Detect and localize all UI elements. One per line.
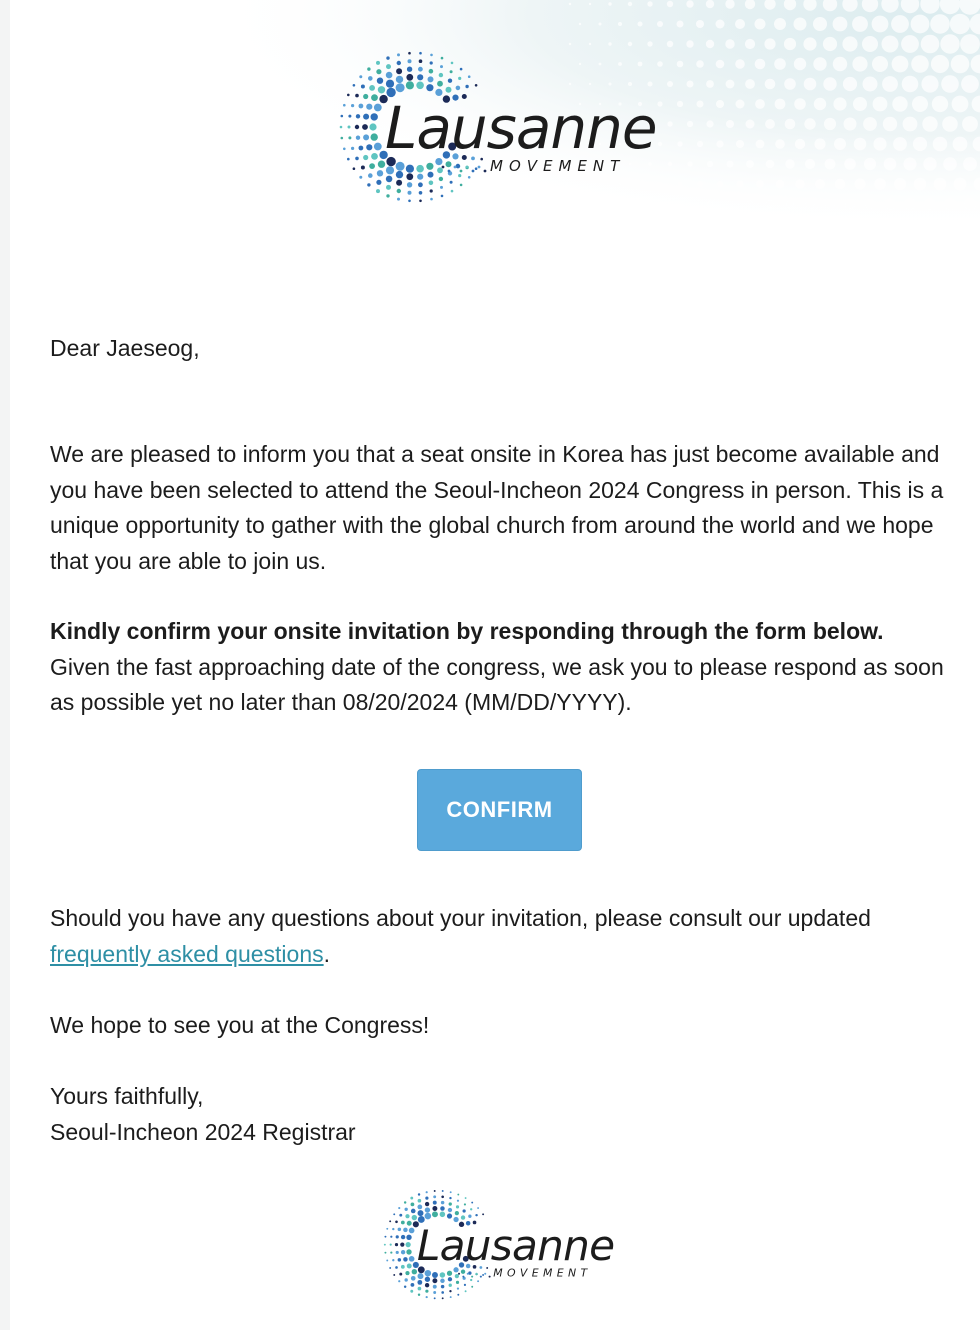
logo-dot bbox=[419, 59, 423, 63]
logo-dot bbox=[461, 1215, 465, 1219]
logo-dot bbox=[417, 1204, 422, 1209]
logo-dot bbox=[411, 1203, 415, 1207]
logo-dot bbox=[348, 136, 351, 139]
logo-dot bbox=[353, 167, 356, 170]
confirm-request-details: Given the fast approaching date of the congress, we ask you to please respond as soon as possible yet no later than 08/20/2024 (MM/DD/YYYY). bbox=[50, 653, 944, 715]
logo-dot bbox=[426, 1296, 428, 1298]
logo-dot bbox=[376, 189, 380, 193]
logo-dot bbox=[386, 1228, 388, 1230]
logo-dot bbox=[374, 104, 382, 112]
logo-dot bbox=[433, 1291, 436, 1294]
logo-dot bbox=[363, 94, 368, 99]
logo-dot bbox=[408, 59, 412, 63]
logo-dot bbox=[419, 191, 423, 195]
logo-dot bbox=[400, 1243, 404, 1247]
logo-dot bbox=[442, 1190, 444, 1192]
logo-dot bbox=[470, 1279, 472, 1281]
logo-dot bbox=[434, 1297, 436, 1299]
logo-dot bbox=[366, 104, 372, 110]
logo-dot bbox=[419, 200, 422, 203]
logo-dot bbox=[450, 70, 453, 73]
logo-dot bbox=[446, 161, 452, 167]
logo-dot bbox=[406, 173, 413, 180]
logo-dot bbox=[425, 1277, 430, 1282]
logo-dot bbox=[437, 81, 443, 87]
logo-dot bbox=[450, 1296, 452, 1298]
logo-dot bbox=[465, 1197, 467, 1199]
logo-dot bbox=[406, 165, 414, 173]
logo-dot bbox=[457, 1287, 459, 1289]
signoff-line-1: Yours faithfully, bbox=[50, 1083, 204, 1109]
logo-dot bbox=[428, 76, 434, 82]
logo-dot bbox=[406, 74, 413, 81]
logo-dot bbox=[418, 182, 423, 187]
logo-dot bbox=[482, 1213, 484, 1215]
logo-dot bbox=[425, 1202, 429, 1206]
logo-dot bbox=[369, 163, 375, 169]
email-paragraph-closing: We hope to see you at the Congress! bbox=[50, 1012, 430, 1038]
logo-dot bbox=[396, 162, 405, 171]
logo-dot bbox=[451, 190, 454, 193]
logo-dot bbox=[455, 1274, 459, 1278]
logo-dot bbox=[405, 1271, 409, 1275]
logo-dot bbox=[451, 62, 454, 65]
logo-dot bbox=[468, 1215, 471, 1218]
logo-dot bbox=[396, 68, 402, 74]
logo-dot bbox=[390, 1244, 392, 1246]
logo-dot bbox=[461, 1270, 465, 1274]
logo-dot bbox=[363, 114, 369, 120]
logo-dot bbox=[447, 1213, 452, 1218]
logo-dot bbox=[418, 1199, 422, 1203]
logo-dot bbox=[454, 166, 457, 169]
logo-dot bbox=[407, 67, 412, 72]
logo-dot bbox=[449, 1197, 451, 1199]
logo-tagline: MOVEMENT bbox=[493, 1266, 592, 1280]
logo-dot bbox=[418, 1273, 424, 1279]
logo-dot bbox=[477, 1280, 479, 1282]
logo-dot bbox=[386, 56, 389, 59]
logo-dot bbox=[367, 183, 370, 186]
logo-dot bbox=[475, 1273, 477, 1275]
logo-dot bbox=[477, 1207, 479, 1209]
logo-dot bbox=[348, 115, 351, 118]
logo-dot bbox=[355, 157, 359, 161]
logo-dot bbox=[441, 57, 444, 60]
logo-dot bbox=[389, 1267, 391, 1269]
email-paragraph-questions bbox=[50, 901, 950, 972]
logo-dot bbox=[396, 83, 405, 92]
logo-dot bbox=[405, 1278, 408, 1281]
logo-dot bbox=[466, 166, 469, 169]
logo-dot bbox=[343, 104, 346, 107]
logo-dot bbox=[396, 1251, 399, 1254]
logo-dot bbox=[409, 1256, 415, 1262]
signoff-line-2: Seoul-Incheon 2024 Registrar bbox=[50, 1118, 356, 1145]
logo-dot bbox=[343, 148, 346, 151]
logo-dot bbox=[386, 185, 391, 190]
logo-dot bbox=[418, 1210, 424, 1216]
logo-wordmark: Lausanne bbox=[385, 94, 657, 162]
logo-dot bbox=[456, 86, 461, 91]
logo-dot bbox=[396, 180, 402, 186]
logo-dot bbox=[376, 69, 381, 74]
logo-dot bbox=[416, 165, 424, 173]
logo-dot bbox=[406, 1235, 411, 1240]
logo-dot bbox=[377, 170, 383, 176]
logo-dot bbox=[398, 1280, 400, 1282]
logo-dot bbox=[456, 164, 461, 169]
logo-dot bbox=[446, 87, 452, 93]
logo-dot bbox=[399, 1214, 402, 1217]
logo-dot bbox=[340, 126, 343, 129]
logo-dot bbox=[430, 61, 433, 64]
logo-dot bbox=[384, 1244, 386, 1246]
logo-dot bbox=[449, 1202, 452, 1205]
logo-dot bbox=[359, 176, 362, 179]
logo-dot bbox=[433, 1285, 437, 1289]
logo-dot bbox=[386, 176, 393, 183]
logo-dot bbox=[458, 77, 461, 80]
logo-tagline: MOVEMENT bbox=[490, 157, 626, 175]
logo-dot bbox=[398, 1207, 400, 1209]
logo-dot bbox=[440, 1272, 446, 1278]
logo-dot bbox=[386, 80, 394, 88]
logo-dot bbox=[465, 85, 468, 88]
logo-dot bbox=[386, 194, 389, 197]
logo-dot bbox=[369, 123, 376, 130]
logo-dot bbox=[418, 1193, 420, 1195]
logo-dot bbox=[356, 136, 360, 140]
logo-dot bbox=[362, 124, 368, 130]
logo-dot bbox=[442, 166, 445, 169]
questions-text: Should you have any questions about your invitation, please consult our updated bbox=[50, 905, 871, 931]
logo-dot bbox=[432, 1206, 437, 1211]
logo-dot bbox=[433, 1195, 436, 1198]
logo-dot bbox=[359, 146, 364, 151]
logo-dot bbox=[386, 72, 393, 79]
logo-dot bbox=[417, 74, 423, 80]
logo-dot bbox=[397, 189, 401, 193]
logo-dot bbox=[353, 84, 356, 87]
logo-dot bbox=[405, 1214, 409, 1218]
logo-dot bbox=[448, 1277, 452, 1281]
logo-dot bbox=[368, 173, 373, 178]
logo-dot bbox=[371, 113, 378, 120]
logo-dot bbox=[347, 94, 350, 97]
logo-dot bbox=[482, 1274, 484, 1276]
logo-dot bbox=[425, 1283, 429, 1287]
logo-dot bbox=[440, 1279, 445, 1284]
logo-dot bbox=[371, 133, 378, 140]
logo-dot bbox=[463, 1209, 466, 1212]
logo-dot bbox=[378, 86, 385, 93]
logo-dot bbox=[392, 1228, 394, 1230]
logo-dot bbox=[468, 75, 471, 78]
logo-dot bbox=[430, 198, 433, 201]
logo-dot bbox=[386, 1260, 388, 1262]
logo-dot bbox=[468, 176, 471, 179]
left-margin-strip bbox=[0, 0, 10, 1330]
logo-dot bbox=[430, 54, 433, 57]
logo-dot bbox=[430, 189, 433, 192]
logo-dot bbox=[401, 1235, 405, 1239]
logo-dot bbox=[363, 134, 369, 140]
logo-dot bbox=[441, 1285, 444, 1288]
logo-dot bbox=[347, 158, 350, 161]
logo-dot bbox=[449, 1284, 452, 1287]
logo-dot bbox=[351, 104, 354, 107]
logo-dot bbox=[432, 1278, 437, 1283]
logo-dot bbox=[458, 1273, 460, 1275]
logo-dot bbox=[426, 163, 433, 170]
logo-dot bbox=[376, 180, 381, 185]
logo-dot bbox=[475, 1214, 477, 1216]
lausanne-logo-bottom bbox=[368, 1185, 633, 1305]
logo-dot bbox=[371, 94, 378, 101]
logo-dot bbox=[397, 198, 400, 201]
logo-dot bbox=[472, 170, 475, 173]
email-greeting: Dear Jaeseog, bbox=[50, 335, 200, 361]
logo-dot bbox=[361, 166, 365, 170]
logo-dot bbox=[403, 1257, 408, 1262]
logo-dot bbox=[448, 79, 452, 83]
logo-dot bbox=[395, 1220, 398, 1223]
logo-dot bbox=[440, 1212, 446, 1218]
logo-dot bbox=[440, 1206, 445, 1211]
logo-dot bbox=[425, 1207, 430, 1212]
logo-dot bbox=[449, 1290, 451, 1292]
logo-dot bbox=[426, 1191, 428, 1193]
logo-dot bbox=[397, 53, 400, 56]
logo-dot bbox=[341, 115, 344, 118]
logo-dot bbox=[385, 1252, 387, 1254]
logo-dot bbox=[410, 1197, 413, 1200]
logo-dot bbox=[409, 1228, 415, 1234]
logo-dot bbox=[464, 1284, 466, 1286]
logo-dot bbox=[460, 170, 463, 173]
email-paragraph-invitation: We are pleased to inform you that a seat onsite in Korea has just become available and you have been selected to attend the Seoul-Incheon 2024 Congress in person. This is a unique opportunity to gather with the global church from around the world and we hope that you are able to join us. bbox=[50, 441, 944, 574]
logo-dot bbox=[401, 1221, 405, 1225]
logo-dot bbox=[484, 170, 487, 173]
logo-dot bbox=[376, 61, 380, 65]
logo-dot bbox=[363, 155, 368, 160]
logo-dot bbox=[448, 1208, 452, 1212]
logo-dot bbox=[396, 1235, 399, 1238]
logo-dot bbox=[419, 52, 422, 55]
logo-dot bbox=[406, 81, 414, 89]
logo-dot bbox=[432, 1272, 438, 1278]
logo-dot bbox=[348, 126, 351, 129]
logo-dot bbox=[442, 1297, 444, 1299]
logo-dot bbox=[475, 167, 478, 170]
logo-dot bbox=[368, 76, 373, 81]
logo-dot bbox=[470, 1208, 472, 1210]
logo-dot bbox=[406, 1242, 411, 1247]
logo-dot bbox=[398, 1228, 401, 1231]
confirm-request-bold: Kindly confirm your onsite invitation by responding through the form below. bbox=[50, 618, 884, 644]
logo-dot bbox=[458, 174, 461, 177]
logo-dot bbox=[450, 1191, 452, 1193]
logo-dot bbox=[359, 75, 362, 78]
logo-dot bbox=[478, 166, 481, 169]
logo-dot bbox=[397, 61, 401, 65]
logo-dot bbox=[407, 1221, 412, 1226]
logo-dot bbox=[351, 147, 354, 150]
logo-dot bbox=[450, 181, 453, 184]
logo-dot bbox=[398, 1258, 401, 1261]
logo-dot bbox=[386, 64, 391, 69]
logo-dot bbox=[390, 1251, 392, 1253]
logo-dot bbox=[441, 1291, 444, 1294]
logo-dot bbox=[403, 1228, 408, 1233]
logo-dot bbox=[405, 1208, 408, 1211]
logo-dot bbox=[386, 166, 394, 174]
logo-dot bbox=[471, 1286, 473, 1288]
logo-dot bbox=[426, 84, 433, 91]
logo-dot bbox=[408, 52, 411, 55]
logo-dot bbox=[457, 1294, 459, 1296]
logo-dot bbox=[418, 1287, 422, 1291]
logo-dot bbox=[440, 65, 443, 68]
logo-dot bbox=[437, 167, 443, 173]
logo-dot bbox=[404, 1286, 406, 1288]
logo-dot bbox=[407, 1264, 412, 1269]
logo-dot bbox=[396, 76, 403, 83]
logo-dot bbox=[460, 68, 463, 71]
logo-dot bbox=[434, 1190, 436, 1192]
logo-dot bbox=[393, 1213, 395, 1215]
logo-dot bbox=[440, 186, 443, 189]
logo-dot bbox=[411, 1276, 416, 1281]
logo-dot bbox=[395, 1266, 398, 1269]
logo-dot bbox=[408, 200, 411, 203]
logo-dot bbox=[457, 1200, 459, 1202]
logo-dot bbox=[367, 67, 370, 70]
logo-dot bbox=[411, 1283, 415, 1287]
logo-dot bbox=[456, 1205, 459, 1208]
logo-dot bbox=[429, 181, 434, 186]
logo-dot bbox=[418, 1294, 420, 1296]
logo-dot bbox=[355, 94, 359, 98]
logo-dot bbox=[457, 1194, 459, 1196]
logo-dot bbox=[396, 171, 403, 178]
logo-dot bbox=[393, 1274, 395, 1276]
logo-dot bbox=[418, 67, 423, 72]
logo-dot bbox=[395, 1243, 398, 1246]
logo-dot bbox=[475, 84, 478, 87]
logo-dot bbox=[471, 1276, 473, 1278]
logo-dot bbox=[366, 144, 372, 150]
logo-dot bbox=[425, 1290, 428, 1293]
logo-dot bbox=[407, 182, 412, 187]
logo-dot bbox=[425, 1270, 432, 1277]
logo-dot bbox=[428, 172, 434, 178]
logo-dot bbox=[356, 114, 360, 118]
logo-dot bbox=[484, 1273, 486, 1275]
logo-dot bbox=[392, 1259, 394, 1261]
logo-dot bbox=[385, 1236, 387, 1238]
email-paragraph-confirm-request bbox=[50, 614, 950, 721]
logo-dot bbox=[411, 1209, 416, 1214]
logo-dot bbox=[361, 85, 365, 89]
logo-dot bbox=[390, 1236, 392, 1238]
faq-link[interactable]: frequently asked questions bbox=[50, 940, 324, 967]
logo-dot bbox=[471, 1202, 473, 1204]
logo-dot bbox=[359, 104, 364, 109]
logo-dot bbox=[489, 1276, 491, 1278]
logo-dot bbox=[404, 1201, 406, 1203]
logo-dot bbox=[432, 1211, 438, 1217]
logo-dot bbox=[433, 1201, 437, 1205]
logo-dot bbox=[401, 1250, 405, 1254]
logo-dot bbox=[468, 1271, 471, 1274]
logo-dot bbox=[410, 1290, 413, 1293]
logo-wordmark: Lausanne bbox=[416, 1220, 615, 1270]
logo-dot bbox=[441, 1195, 444, 1198]
logo-dot bbox=[441, 1201, 444, 1204]
logo-dot bbox=[455, 1211, 459, 1215]
logo-dot bbox=[399, 1273, 402, 1276]
logo-dot bbox=[429, 69, 434, 74]
logo-dot bbox=[416, 82, 424, 90]
lausanne-logo-top bbox=[325, 45, 675, 210]
logo-dot bbox=[456, 1281, 459, 1284]
questions-period: . bbox=[323, 940, 331, 967]
logo-dot bbox=[412, 1215, 417, 1220]
logo-dot bbox=[480, 1276, 482, 1278]
logo-dot bbox=[467, 1273, 469, 1275]
logo-dot bbox=[448, 170, 451, 173]
logo-dot bbox=[377, 78, 383, 84]
logo-dot bbox=[441, 195, 444, 198]
logo-dot bbox=[417, 174, 423, 180]
logo-dot bbox=[439, 73, 443, 77]
logo-dot bbox=[447, 1271, 452, 1276]
logo-dot bbox=[464, 1203, 466, 1205]
logo-dot bbox=[462, 1276, 464, 1278]
logo-dot bbox=[371, 153, 378, 160]
logo-dot bbox=[408, 191, 412, 195]
logo-dot bbox=[465, 1290, 467, 1292]
logo-dot bbox=[369, 85, 375, 91]
logo-dot bbox=[401, 1265, 405, 1269]
logo-dot bbox=[389, 1220, 391, 1222]
logo-dot bbox=[425, 1196, 428, 1199]
logo-dot bbox=[425, 1213, 432, 1220]
logo-dot bbox=[460, 184, 463, 187]
logo-dot bbox=[406, 1249, 411, 1254]
logo-dot bbox=[417, 1280, 422, 1285]
logo-dot bbox=[355, 125, 359, 129]
confirm-button[interactable]: CONFIRM bbox=[417, 769, 582, 851]
logo-dot bbox=[439, 177, 443, 181]
logo-dot bbox=[341, 137, 344, 140]
email-signoff bbox=[50, 1079, 950, 1150]
logo-dot bbox=[374, 143, 382, 151]
